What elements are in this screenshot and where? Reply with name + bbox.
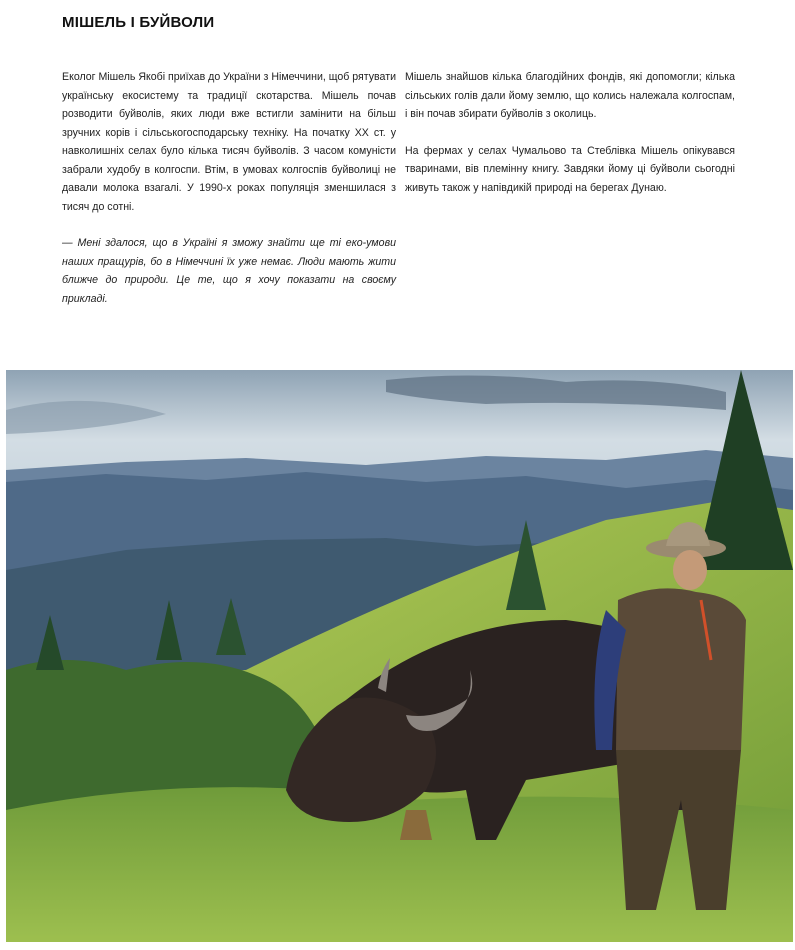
man-face <box>673 550 707 590</box>
paragraph-farms: На фермах у селах Чумальово та Стеблівка Мішель опікувався тваринами, вів племінну книгу. Завдяки йому ці буйволи сьогодні живуть також у напівдикій природі на берегах Дунаю. <box>405 144 735 194</box>
left-column <box>62 68 396 326</box>
mountain-buffalo-photo <box>6 370 793 942</box>
man-vest <box>616 588 746 750</box>
right-column <box>405 68 735 215</box>
photo-illustration <box>6 370 793 942</box>
article-title: МІШЕЛЬ І БУЙВОЛИ <box>62 14 215 31</box>
paragraph-funds: Мішель знайшов кілька благодійних фондів, які допомогли; кілька сільських голів дали йому землю, що колись належала колгоспам, і він почав збирати буйволів з околиць. <box>405 71 735 120</box>
paragraph-intro: Еколог Мішель Якобі приїхав до України з Німеччини, щоб рятувати українську екосистему та традиції скотарства. Мішель почав розводити буйволів, яких люди вже встигли замінити на більш зручних корів і сільськогосподарську техніку. На початку XX ст. у навколишніх селах було кілька тисяч буйволів. З часом комуністи забрали худобу в колгоспи. Втім, в умовах колгоспів буйволиці не давали молока взагалі. У 1990-х роках популяція зменшилася з тисяч до сотні. <box>62 71 396 213</box>
quote-paragraph: — Мені здалося, що в Україні я зможу знайти ще ті еко-умови наших пращурів, бо в Німеччині їх уже немає. Люди мають жити ближче до природи. Це те, що я хочу показати на своєму прикладі. <box>62 237 396 305</box>
